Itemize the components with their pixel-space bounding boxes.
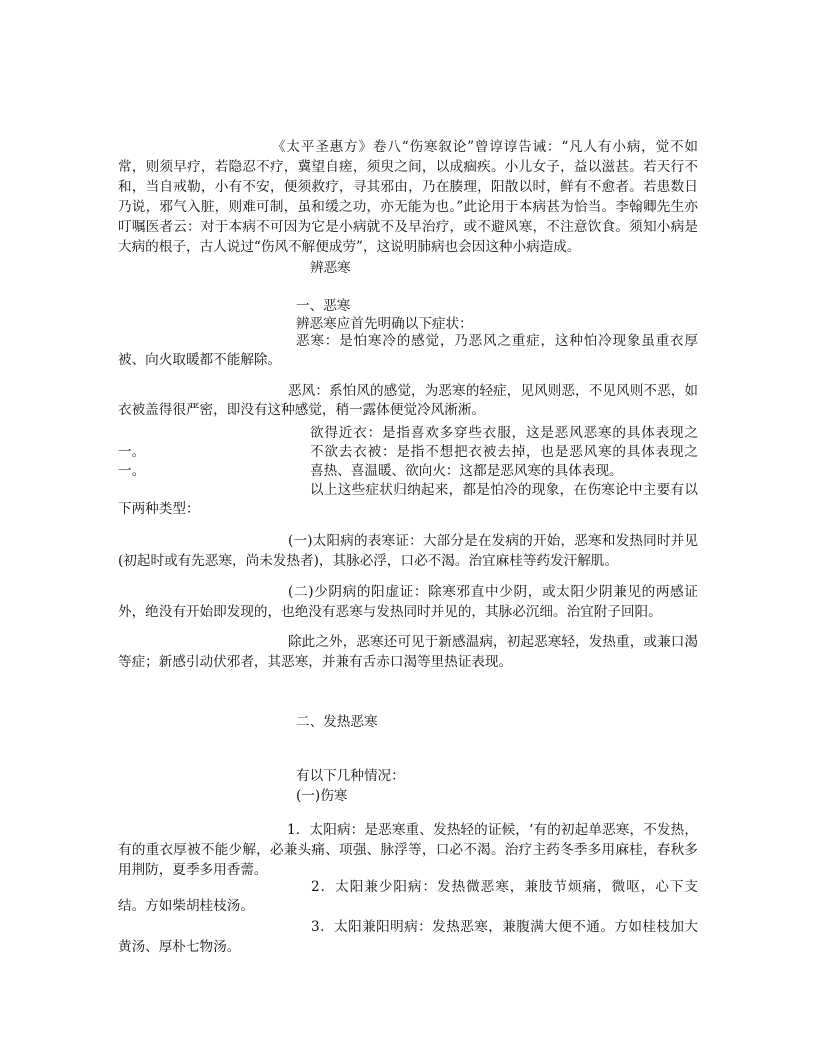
intro-paragraph: 《太平圣惠方》卷八“伤寒叙论”曾谆谆告诫：“凡人有小病，觉不如常，则须早疗，若隐忍不疗，冀望自瘥，须臾之间，以成痼疾。小儿女子，益以滋甚。若天行不和，当自戒勒，小有不安，便须救疗，寻其邪由，乃在腠理，阳散以时，鲜有不愈者。若患数日乃说，邪气入脏，则难可制，虽和缓之功，亦无能为也。”此论用于本病甚为恰当。李翰卿先生亦叮嘱医者云：对于本病不可因为它是小病就不及早治疗，或不避风寒，不注意饮食。须知小病是大病的根子，古人说过“伤风不解便成劳”，这说明肺病也会因这种小病造成。 (118, 139, 698, 255)
summary-paragraph: 以上这些症状归纳起来，都是怕冷的现象，在伤寒论中主要有以下两种类型： (118, 482, 698, 517)
item-2: 2．太阳兼少阳病：发热微恶寒，兼肢节烦痛，微呕，心下支结。方如柴胡桂枝汤。 (118, 879, 698, 914)
heading-1: 一、恶寒 (296, 298, 351, 314)
subheading-shanghan: (一)伤寒 (296, 788, 348, 804)
buyu-paragraph: 不欲去衣被：是指不想把衣被去掉，也是恶风寒的具体表现之一。 (118, 444, 698, 479)
yude-paragraph: 欲得近衣：是指喜欢多穿些衣服，这是恶风恶寒的具体表现之一。 (118, 425, 698, 460)
xire-paragraph: 喜热、喜温暖、欲向火：这都是恶风寒的具体表现。 (310, 463, 623, 479)
efeng-paragraph: 恶风：系怕风的感觉，为恶寒的轻症，见风则恶，不见风则不恶，如衣被盖得很严密，即没有这种感觉，稍一露体便觉冷风淅淅。 (118, 383, 698, 418)
lead-paragraph-2: 有以下几种情况： (296, 768, 405, 784)
type2-paragraph: (二)少阴病的阳虚证：除寒邪直中少阴，或太阳少阴兼见的两感证外，绝没有开始即发现的，也绝没有恶寒与发热同时并见的，其脉必沉细。治宜附子回阳。 (118, 584, 698, 620)
heading-2: 二、发热恶寒 (296, 714, 378, 730)
lead-paragraph: 辨恶寒应首先明确以下症状： (296, 316, 473, 332)
chuci-paragraph: 除此之外，恶寒还可见于新感温病，初起恶寒轻，发热重，或兼口渴等症；新感引动伏邪者，其恶寒，并兼有舌赤口渴等里热证表现。 (118, 634, 698, 670)
section-title: 辨恶寒 (310, 260, 351, 276)
type1-paragraph: (一)太阳病的表寒证：大部分是在发病的开始，恶寒和发热同时并见(初起时或有先恶寒，尚未发热者)，其脉必浮，口必不渴。治宜麻桂等药发汗解肌。 (118, 533, 698, 569)
item-1: 1．太阳病：是恶寒重、发热轻的证候，‘有的初起单恶寒，不发热，有的重衣厚被不能少解，必兼头痛、项强、脉浮等，口必不渴。治疗主药冬季多用麻桂，春秋多用荆防，夏季多用香薷。 (118, 822, 698, 878)
ehan-paragraph: 恶寒：是怕寒冷的感觉，乃恶风之重症，这种怕冷现象虽重衣厚被、向火取暖都不能解除。 (118, 333, 698, 368)
item-3: 3．太阳兼阳明病：发热恶寒，兼腹满大便不通。方如桂枝加大黄汤、厚朴七物汤。 (118, 919, 698, 955)
